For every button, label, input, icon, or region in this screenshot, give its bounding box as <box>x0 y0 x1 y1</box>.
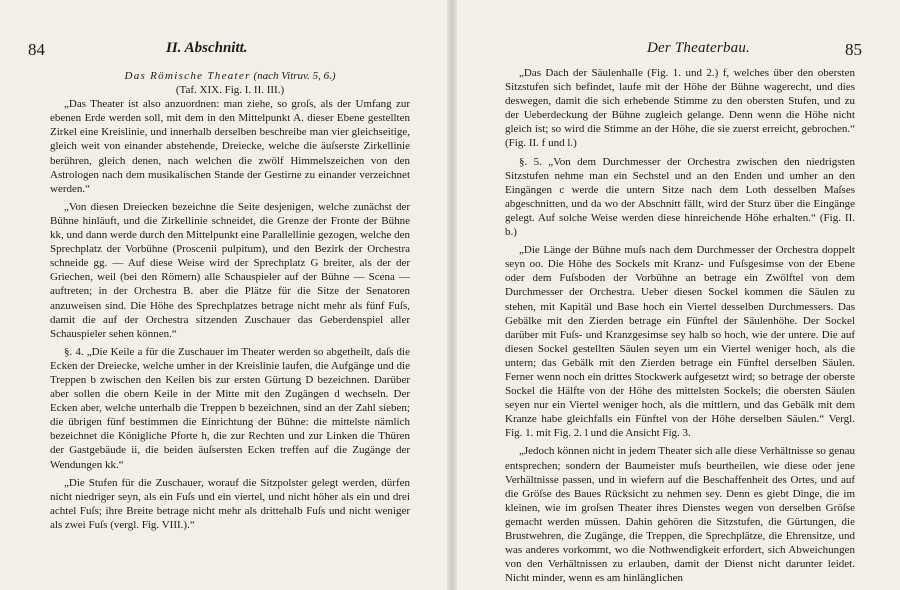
right-paragraph-1: „Das Dach der Säulenhalle (Fig. 1. und 2.) f, welches über den obersten Sitzstufen sich befindet, laufe mit der Höhe der Bühne wagerecht, und dies deswegen, damit die sich erhebende Stimme zu den obersten Stufen, und zu der Ueberdeckung der Bühne zugleich gelange. Denn wenn die Höhe nicht gleich ist; so wird die Stimme an der Höhe, die sie zuerst erreicht, gebrochen.“ (Fig. II. f und l.) <box>505 67 855 150</box>
right-paragraph-4: „Jedoch können nicht in jedem Theater sich alle diese Verhältnisse so genau entsprechen; sondern der Baumeister muſs beurtheilen, wie diese oder jene Verhältnisse passen, und in wiefern auf die Beschaffenheit des Ortes, und auf die Gröſse des Baues Rücksicht zu nehmen sey. Denn es giebt Dinge, die im kleinen, wie im groſsen Theater ihres Dienstes wegen von derselben Gröſse gemacht werden müssen. Dahin gehören die Sitzstufen, die Gürtungen, die Brustwehren, die Zugänge, die Treppen, die Sprechplätze, die Ehrensitze, und was anderes vorkommt, wo die Nothwendigkeit erfordert, sich Abweichungen von den Verhältnissen zu erlauben, damit der Dienst nicht darunter leidet. Nicht minder, wenn es am hinlänglichen <box>505 445 855 585</box>
left-page-number: 84 <box>28 40 45 59</box>
right-paragraph-2: §. 5. „Von dem Durchmesser der Orchestra zwischen den niedrigsten Sitzstufen nehme man ein Sechstel und an den Enden und umher an den Eingängen c werde die untern Sitze nach dem Loth desselben Maſses abgeschnitten, und da wo der Abschnitt fällt, wird der Sturz über die Eingänge gelegt. Auf solche Weise werden diese hinreichende Höhe erhalten.“ (Fig. II. b.) <box>505 155 855 239</box>
book-gutter <box>447 0 457 590</box>
left-paragraph-3: §. 4. „Die Keile a für die Zuschauer im Theater werden so abgetheilt, daſs die Ecken der Dreiecke, welche umher in der Kreislinie laufen, die Aufgänge und die Treppen b zwischen den Keilen bis zur ersten Gürtung D bezeichnen. Darüber aber sollen die obern Keile in der Mitte mit den Zugängen d wechseln. Der Ecken aber, welche unterhalb die Treppen b bezeichnen, sind an der Zahl sieben; die übrigen fünf bestimmen die Einrichtung der Bühne: die mittelste nämlich bezeichnet die Königliche Pforte h, die zur Rechten und zur Linken die Thüren der Gastgebäude ii, die beiden äuſsersten Ecken treffen auf die Zugänge der Wendungen kk.“ <box>50 345 410 471</box>
section-title-main: Das Römische Theater <box>124 70 251 82</box>
right-running-head: Der Theaterbau. <box>647 40 750 56</box>
left-paragraph-4: „Die Stufen für die Zuschauer, worauf die Sitzpolster gelegt werden, dürfen nicht niedriger seyn, als ein Fuſs und ein viertel, und nicht höher als ein und drei achtel Fuſs; ihre Breite betrage nicht mehr als drittehalb Fuſs und nicht weniger als zwei Fuſs (vergl. Fig. VIII.).“ <box>50 476 410 531</box>
left-paragraph-1: „Das Theater ist also anzuordnen: man ziehe, so groſs, als der Umfang zur ebenen Erde werden soll, mit dem in den Mittelpunkt A. dieser Ebene gestellten Zirkel eine Kreislinie, und innerhalb derselben beschreibe man vier gleichseitige, gleich weit von einander abstehende, Dreiecke, welche die äuſserste Zirkellinie berühren, gleich denen, nach welchen die zwölf Himmelszeichen von den Astrologen nach dem musikalischen Stande der Gestirne zu einander verzeichnet werden.“ <box>50 98 410 195</box>
left-page <box>0 0 447 590</box>
section-title-source: (nach Vitruv. 5, 6.) <box>253 70 336 82</box>
right-paragraph-3: „Die Länge der Bühne muſs nach dem Durchmesser der Orchestra doppelt seyn oo. Die Höhe des Sockels mit Kranz- und Fuſsgesimse von der Ebene oder dem Fuſsboden der Vorbühne an betrage ein Zwölftel von dem Durchmesser der Orchestra. Ueber diesen Sockel kommen die Säulen zu stehen, mit Kapitäl und Base hoch ein Viertel desselben Durchmessers. Das Gebälke mit den Zierden betrage ein Fünftel der Säulenhöhe. Der Sockel darüber mit Fuſs- und Kranzgesimse sey halb so hoch, wie der untere. Die auf diesen Sockel gestellten Säulen seyen um ein Viertel weniger hoch, als die untern; das Gebälk mit den Zierden betrage ein Fünftel derselben Säulen. Ferner wenn noch ein drittes Stockwerk aufgesetzt wird; so betrage der oberste Sockel die Hälfte von der Höhe des mittelsten Sockels; die obersten Säulen seyen nur ein Viertel weniger hoch, als die mittlern, und das Gebälk mit dem Kranze habe gleichfalls ein Fünftel von der Höhe derselben Säulen.“ Vergl. Fig. 1. mit Fig. 2. l und die Ansicht Fig. 3. <box>505 244 855 440</box>
left-page-body <box>50 69 410 532</box>
right-page-body <box>505 66 855 585</box>
section-title <box>50 69 410 83</box>
right-page <box>457 0 900 590</box>
right-page-number: 85 <box>845 40 862 59</box>
section-plate-ref: (Taf. XIX. Fig. I. II. III.) <box>175 84 285 97</box>
left-running-head: II. Abschnitt. <box>166 40 248 56</box>
left-paragraph-2: „Von diesen Dreiecken bezeichne die Seite desjenigen, welche zunächst der Bühne hinläuft, und die Zirkellinie schneidet, die Grenze der Fronte der Bühne kk, und dann werde durch den Mittelpunkt eine Parallellinie gezogen, welche den Sprechplatz der Vorbühne (Proscenii pulpitum), und den Bezirk der Orchestra schneide gg. — Auf diese Weise wird der Sprechplatz G breiter, als der der Griechen, weil (bei den Römern) alle Schauspieler auf der Bühne — Scena — auftreten; in der Orchestra B. aber die Plätze für die Sitze der Senatoren anzuweisen sind. Die Höhe des Sprechplatzes betrage nicht mehr als fünf Fuſs, damit die auf der Orchestra sitzenden Zuschauer das Geberdenspiel aller Schauspieler sehen können.“ <box>50 200 410 340</box>
